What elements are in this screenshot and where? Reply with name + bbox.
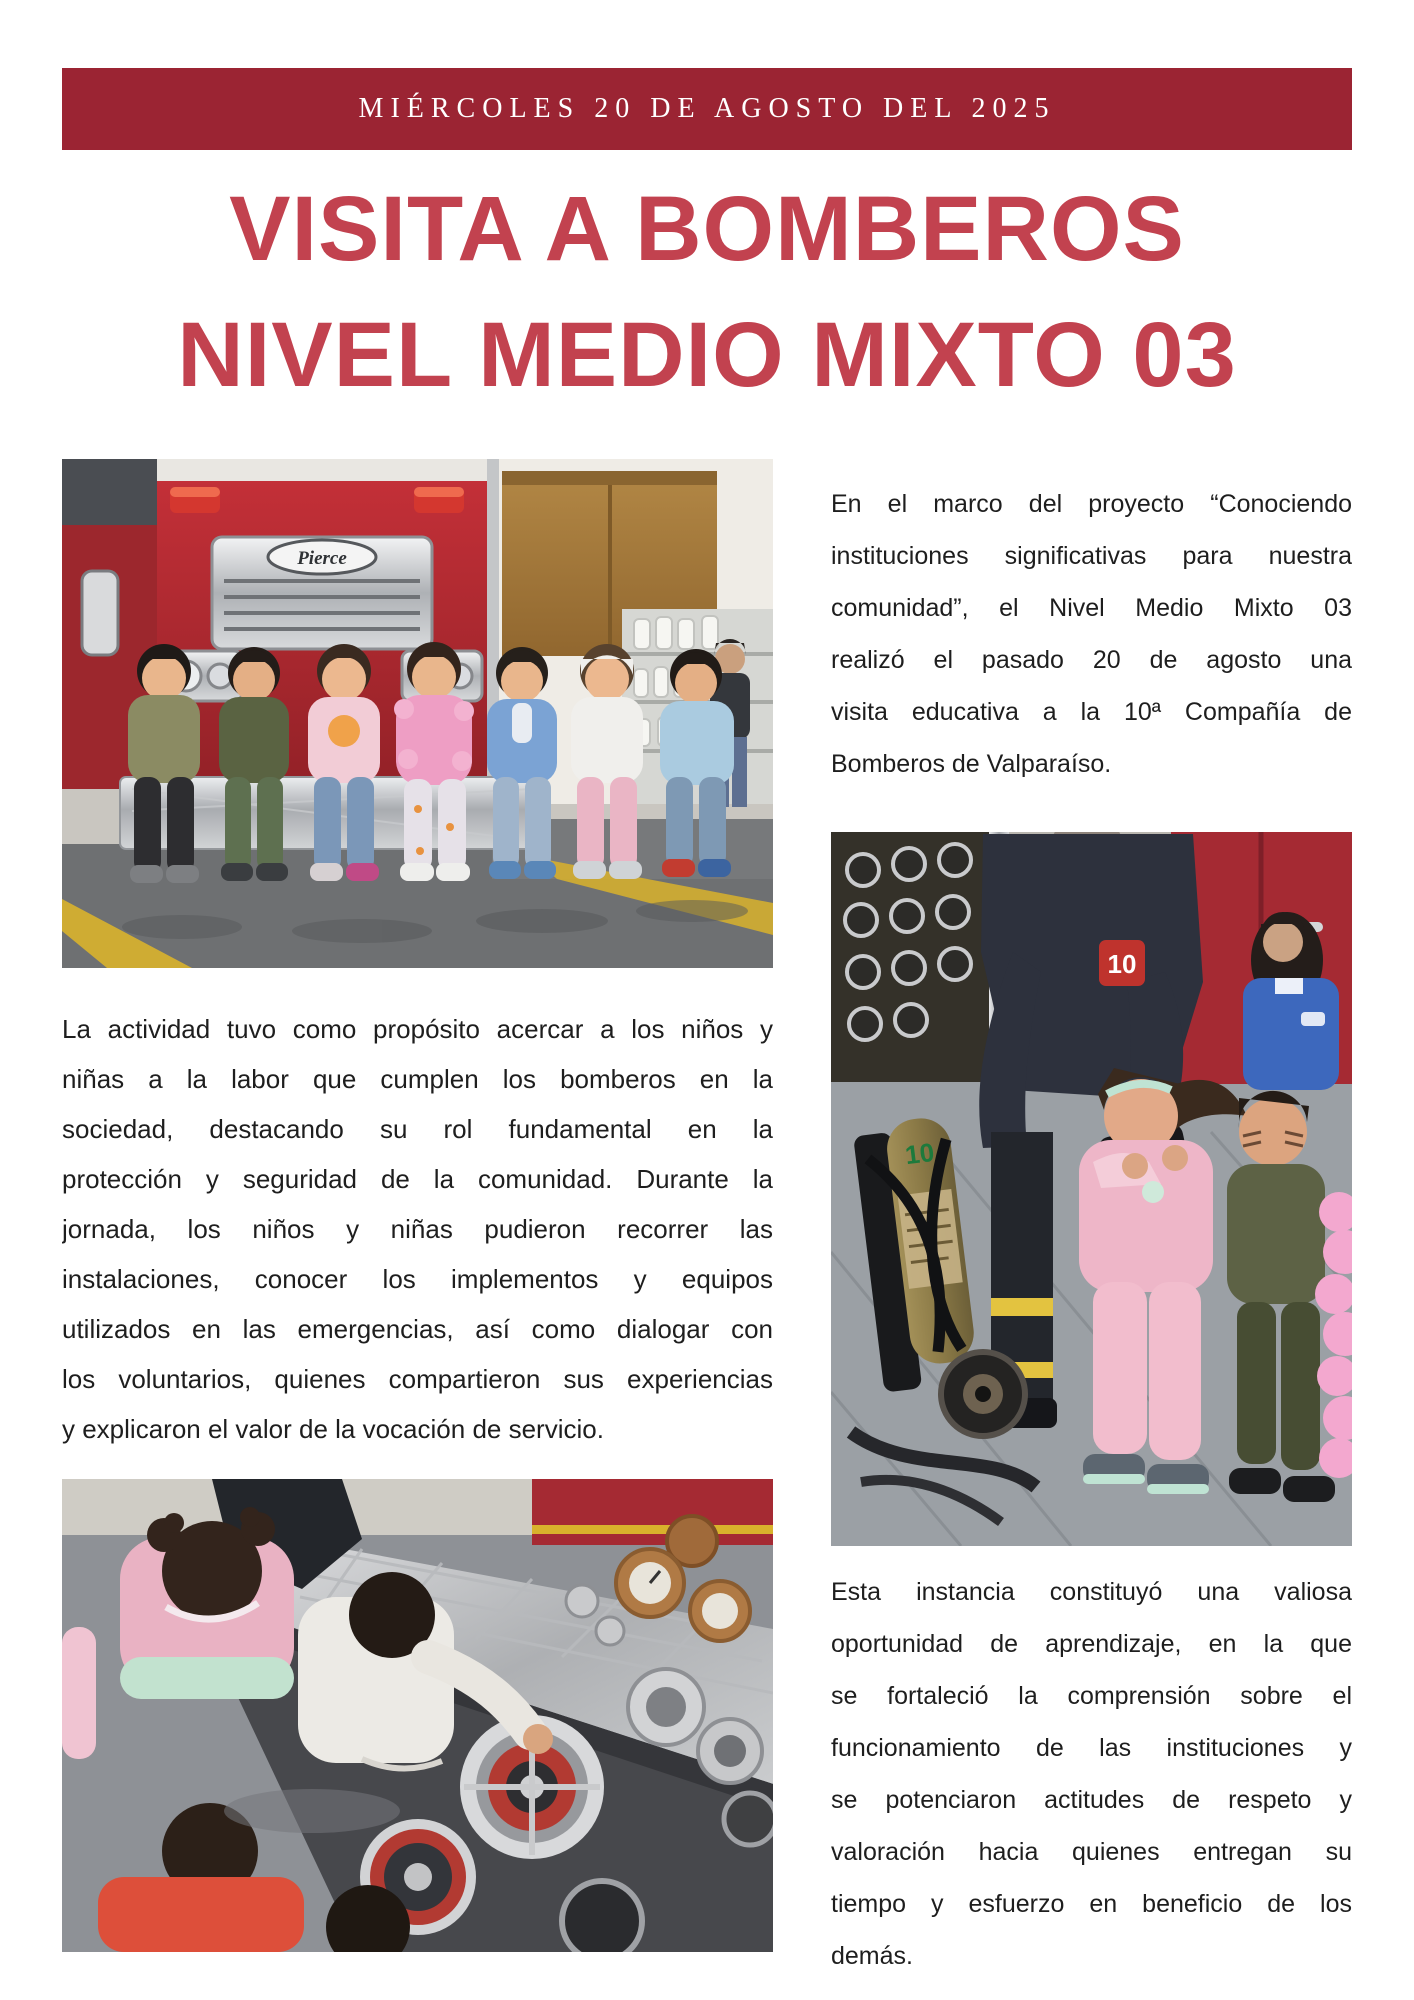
paragraph-line: Bomberos de Valparaíso. — [831, 750, 1112, 778]
photo-children-on-firetruck-art — [62, 459, 773, 968]
paragraph-line: oportunidad de aprendizaje, en la que — [831, 1630, 1352, 1658]
paragraph-line: instituciones significativas para nuestra — [831, 542, 1352, 570]
paragraph-line: tiempo y esfuerzo en beneficio de los — [831, 1890, 1352, 1918]
paragraph-line: niñas a la labor que cumplen los bomberos en la — [62, 1064, 773, 1094]
photo-pump-panel-art — [62, 1479, 773, 1952]
paragraph-line: valoración hacia quienes entregan su — [831, 1838, 1352, 1866]
title-line-2: NIVEL MEDIO MIXTO 03 — [177, 304, 1237, 406]
paragraph-line: Esta instancia constituyó una valiosa — [831, 1578, 1352, 1606]
paragraph-line: se fortaleció la comprensión sobre el — [831, 1682, 1352, 1710]
date-banner-text: MIÉRCOLES 20 DE AGOSTO DEL 2025 — [358, 93, 1056, 124]
date-banner — [62, 68, 1352, 150]
paragraph-line: demás. — [831, 1942, 913, 1970]
paragraph-line: y explicaron el valor de la vocación de servicio. — [62, 1414, 604, 1444]
paragraph-line: comunidad”, el Nivel Medio Mixto 03 — [831, 594, 1352, 622]
paragraph-line: se potenciaron actitudes de respeto y — [831, 1786, 1352, 1814]
paragraph-line: sociedad, destacando su rol fundamental en la — [62, 1114, 773, 1144]
paragraph-line: La actividad tuvo como propósito acercar a los niños y — [62, 1014, 773, 1044]
paragraph-line: jornada, los niños y niñas pudieron recorrer las — [62, 1214, 773, 1244]
paragraph-line: realizó el pasado 20 de agosto una — [831, 646, 1352, 674]
photo-pump-panel — [62, 1479, 773, 1952]
tank-number: 10 — [903, 1136, 936, 1171]
activity-paragraph — [62, 1004, 773, 1454]
paragraph-line: utilizados en las emergencias, así como dialogar con — [62, 1314, 773, 1344]
paragraph-line: En el marco del proyecto “Conociendo — [831, 490, 1352, 518]
closing-paragraph — [831, 1566, 1352, 1982]
photo-firefighter-demo — [831, 832, 1352, 1546]
uniform-patch-number: 10 — [1107, 949, 1137, 979]
photo-children-on-firetruck — [62, 459, 773, 968]
photo-firefighter-demo-art — [831, 832, 1352, 1546]
page-title — [0, 166, 1414, 418]
paragraph-line: visita educativa a la 10ª Compañía de — [831, 698, 1352, 726]
grille-badge-text: Pierce — [297, 548, 347, 569]
paragraph-line: protección y seguridad de la comunidad. Durante la — [62, 1164, 773, 1194]
title-line-1: VISITA A BOMBEROS — [229, 178, 1185, 280]
intro-paragraph — [831, 478, 1352, 790]
pink-sleeve-edge — [62, 1627, 96, 1759]
paragraph-line: instalaciones, conocer los implementos y equipos — [62, 1264, 773, 1294]
paragraph-line: funcionamiento de las instituciones y — [831, 1734, 1352, 1762]
paragraph-line: los voluntarios, quienes compartieron sus experiencias — [62, 1364, 773, 1394]
